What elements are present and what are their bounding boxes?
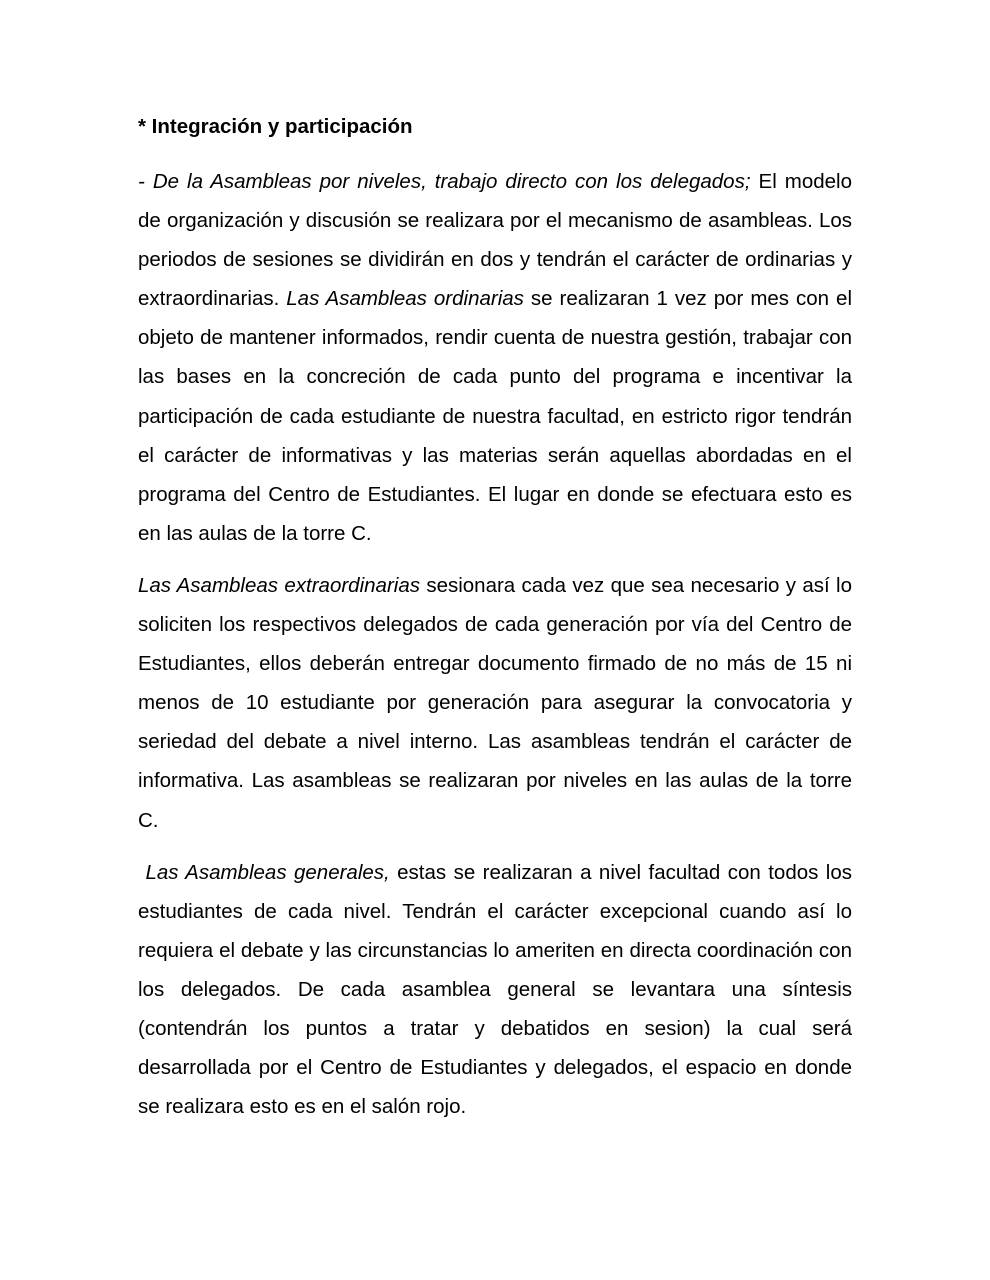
paragraph-text: sesionara cada vez que sea necesario y así lo soliciten los respectivos delegados de cada generación por vía del Centro de Estudiantes, ellos deberán entregar documento firmado de no más de 15 ni menos de 10 estudiante por generación para asegurar la convocatoria y seriedad del debate a nivel interno. Las asambleas tendrán el carácter de informativa. Las asambleas se realizaran por niveles en las aulas de la torre C. (138, 573, 852, 832)
paragraph-lead-italic: - De la Asambleas por niveles, trabajo directo con los delegados; (138, 170, 751, 193)
paragraph-lead-italic: Las Asambleas extraordinarias (138, 573, 420, 597)
paragraph-asambleas-niveles (138, 162, 852, 553)
paragraph-lead-italic: Las Asambleas generales, (145, 860, 390, 884)
paragraph-text: se realizaran 1 vez por mes con el objeto de mantener informados, rendir cuenta de nuestra gestión, trabajar con las bases en la concreción de cada punto del programa e incentivar la participación de cada estudiante de nuestra facultad, en estricto rigor tendrán el carácter de informativas y las materias serán aquellas abordadas en el programa del Centro de Estudiantes. El lugar en donde se efectuara esto es en las aulas de la torre C. (138, 287, 853, 545)
document-page (138, 112, 852, 1139)
section-heading: * Integración y participación (138, 115, 413, 138)
paragraph-asambleas-extraordinarias (138, 566, 852, 840)
paragraph-inline-italic: Las Asambleas ordinarias (286, 287, 524, 311)
paragraph-asambleas-generales (138, 853, 852, 1127)
paragraph-text: estas se realizaran a nivel facultad con todos los estudiantes de cada nivel. Tendrán el carácter excepcional cuando así lo requiera el debate y las circunstancias lo ameriten en directa coordinación con los delegados. De cada asamblea general se levantara una síntesis (contendrán los puntos a tratar y debatidos en sesion) la cual será desarrollada por el Centro de Estudiantes y delegados, el espacio en donde se realizara esto es en el salón rojo. (138, 860, 853, 1119)
paragraph-text: El modelo de organización y discusión se realizara por el mecanismo de asambleas. Los periodos de sesiones se dividirán en dos y tendrán el carácter de ordinarias y extraordinarias. (138, 170, 852, 311)
